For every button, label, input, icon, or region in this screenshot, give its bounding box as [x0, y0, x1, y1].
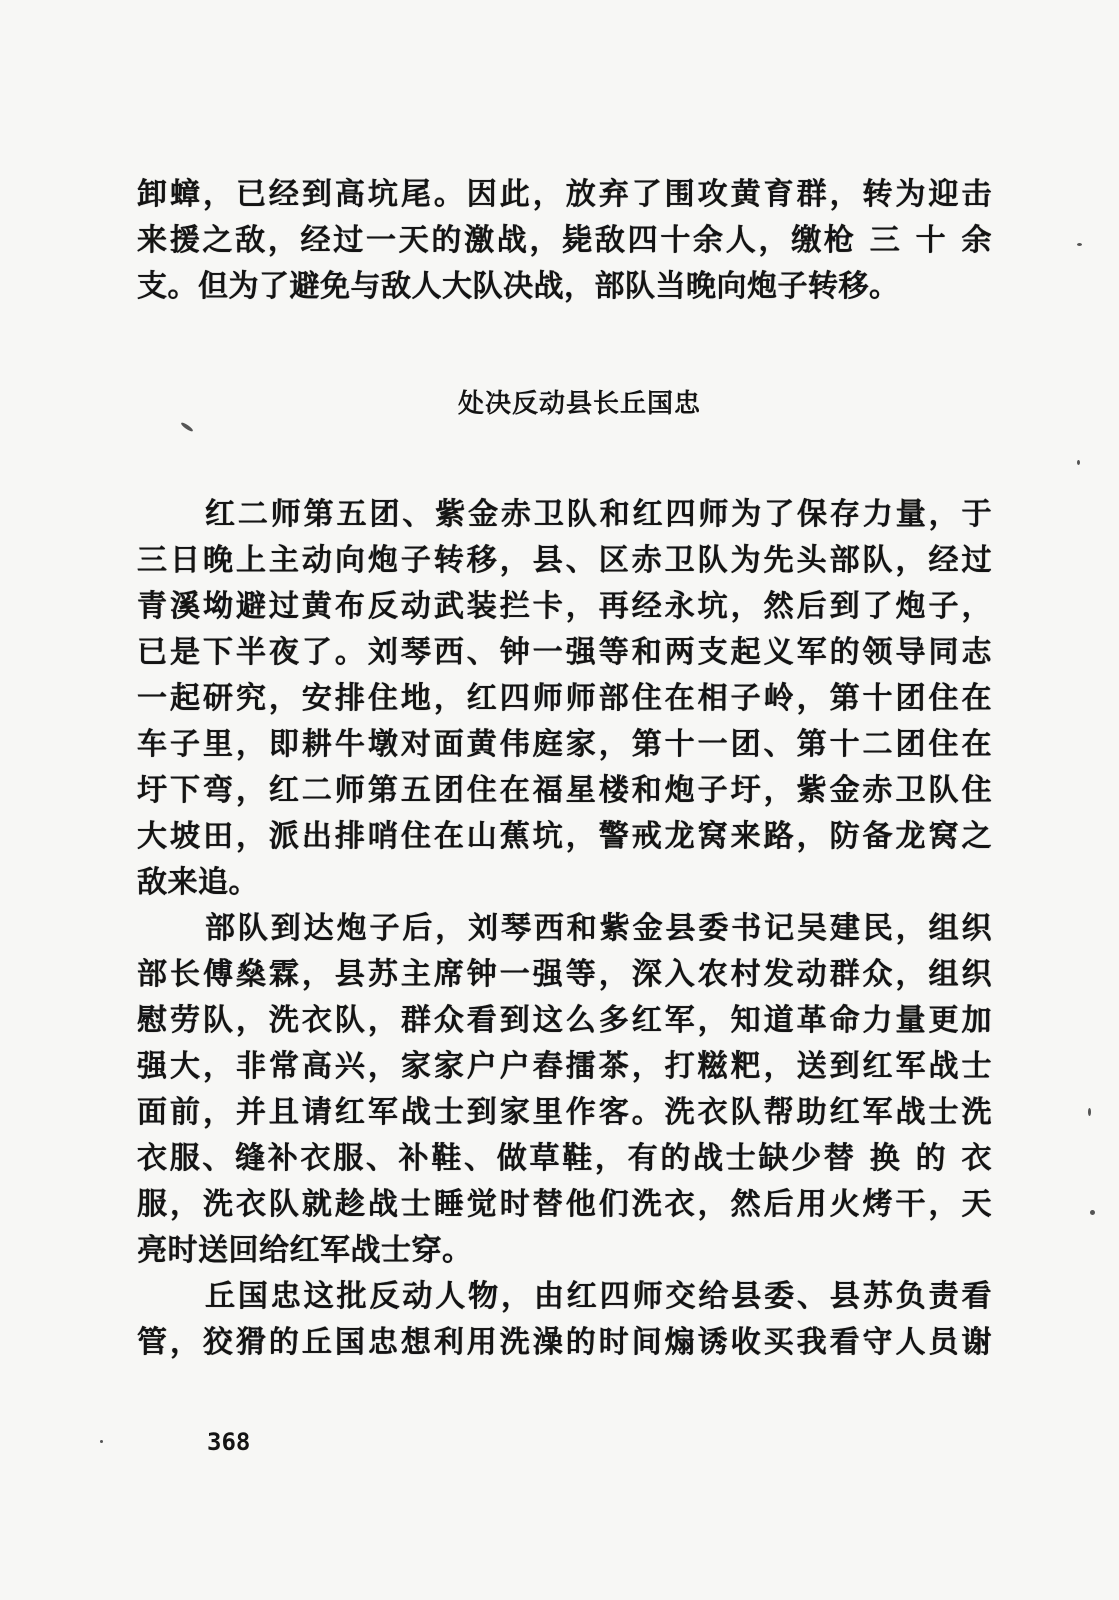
text-line: 卸蟑，已经到高坑尾。因此，放弃了围攻黄育群，转为迎击	[137, 177, 992, 212]
scan-speck	[1088, 1108, 1091, 1116]
text-line: 管，狡猾的丘国忠想利用洗澡的时间煽诱收买我看守人员谢	[137, 1325, 992, 1360]
text-line: 强大，非常高兴，家家户户舂擂茶，打糍粑，送到红军战士	[137, 1049, 992, 1084]
text-line: 来援之敌，经过一天的激战，毙敌四十余人，缴枪 三 十 余	[137, 223, 992, 258]
text-line: 亮时送回给红军战士穿。	[137, 1233, 473, 1268]
scan-speck	[180, 421, 194, 432]
section-title: 处决反动县长丘国忠	[457, 389, 701, 419]
scan-speck	[1077, 243, 1082, 246]
text-line: 一起研究，安排住地，红四师师部住在相子岭，第十团住在	[137, 681, 992, 716]
text-line: 丘国忠这批反动人物，由红四师交给县委、县苏负责看	[205, 1279, 992, 1314]
text-line: 慰劳队，洗衣队，群众看到这么多红军，知道革命力量更加	[137, 1003, 992, 1038]
text-line: 车子里，即耕牛墩对面黄伟庭家，第十一团、第十二团住在	[137, 727, 992, 762]
text-line: 圩下弯，红二师第五团住在福星楼和炮子圩，紫金赤卫队住	[137, 773, 992, 808]
text-line: 已是下半夜了。刘琴西、钟一强等和两支起义军的领导同志	[137, 635, 992, 670]
body-text	[137, 492, 992, 1366]
text-line: 衣服、缝补衣服、补鞋、做草鞋，有的战士缺少替 换 的 衣	[137, 1141, 992, 1176]
text-line: 红二师第五团、紫金赤卫队和红四师为了保存力量，于	[205, 497, 992, 532]
top-paragraph	[137, 172, 992, 310]
text-line: 部长傅燊霖，县苏主席钟一强等，深入农村发动群众，组织	[137, 957, 992, 992]
text-line: 支。但为了避免与敌人大队决战，部队当晚向炮子转移。	[137, 269, 900, 304]
text-line: 青溪坳避过黄布反动武装拦卡，再经永坑，然后到了炮子，	[137, 589, 992, 624]
text-line: 三日晚上主动向炮子转移，县、区赤卫队为先头部队，经过	[137, 543, 992, 578]
text-line: 部队到达炮子后，刘琴西和紫金县委书记吴建民，组织	[205, 911, 992, 946]
scan-speck	[100, 1440, 103, 1443]
scan-speck	[1077, 460, 1080, 465]
text-line: 敌来追。	[137, 865, 259, 900]
scan-speck	[1090, 1210, 1095, 1215]
text-line: 服，洗衣队就趁战士睡觉时替他们洗衣，然后用火烤干，天	[137, 1187, 992, 1222]
page-number: 368	[207, 1428, 251, 1456]
text-line: 大坡田，派出排哨住在山蕉坑，警戒龙窝来路，防备龙窝之	[137, 819, 992, 854]
text-line: 面前，并且请红军战士到家里作客。洗衣队帮助红军战士洗	[137, 1095, 992, 1130]
